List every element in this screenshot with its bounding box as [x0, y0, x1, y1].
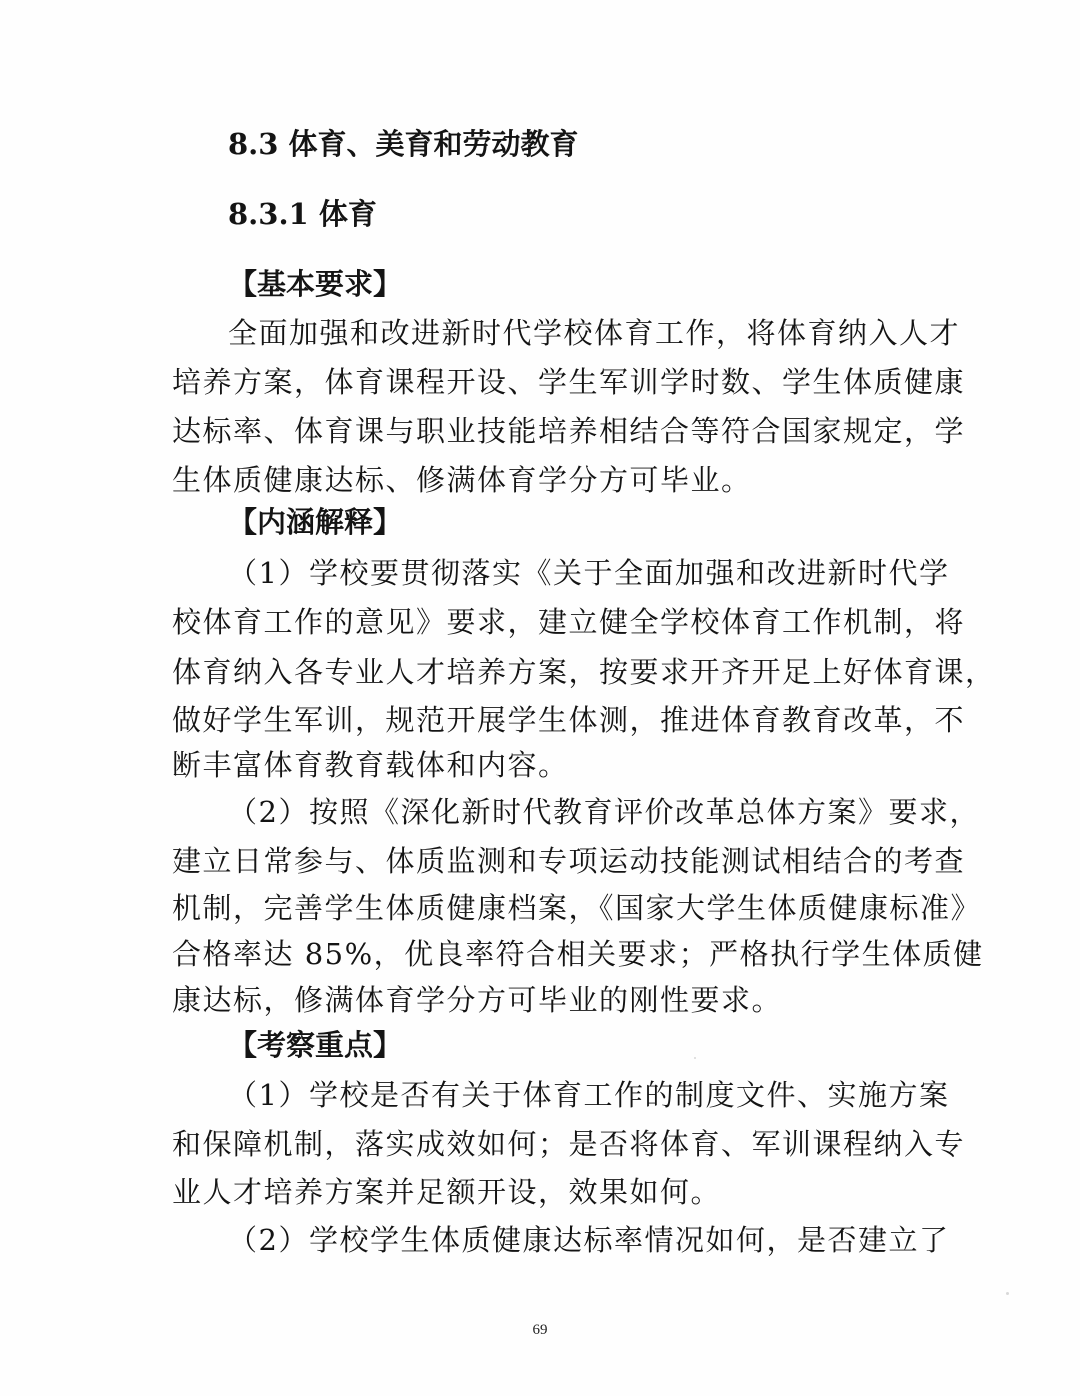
paragraph-line: 合格率达 85%，优良率符合相关要求；严格执行学生体质健 — [172, 937, 984, 971]
interpretation-label: 【内涵解释】 — [228, 505, 403, 539]
scan-speck — [1006, 1292, 1009, 1295]
section-heading: 8.3 体育、美育和劳动教育 — [228, 127, 579, 161]
paragraph-line: 达标率、体育课与职业技能培养相结合等符合国家规定，学 — [172, 414, 966, 448]
key-points-label: 【考察重点】 — [228, 1028, 403, 1062]
paragraph-line: 机制，完善学生体质健康档案，《国家大学生体质健康标准》 — [172, 891, 982, 925]
paragraph-line: 全面加强和改进新时代学校体育工作，将体育纳入人才 — [228, 316, 961, 350]
paragraph-line: 校体育工作的意见》要求，建立健全学校体育工作机制，将 — [172, 605, 966, 639]
paragraph-line: 断丰富体育教育载体和内容。 — [172, 748, 569, 782]
basic-requirements-label: 【基本要求】 — [228, 267, 403, 301]
subsection-heading: 8.3.1 体育 — [228, 197, 377, 231]
paragraph-line: 培养方案，体育课程开设、学生军训学时数、学生体质健康 — [172, 365, 966, 399]
paragraph-line: 和保障机制，落实成效如何；是否将体育、军训课程纳入专 — [172, 1127, 966, 1161]
paragraph-line: 做好学生军训，规范开展学生体测，推进体育教育改革，不 — [172, 703, 966, 737]
paragraph-line: 康达标，修满体育学分方可毕业的刚性要求。 — [172, 983, 783, 1017]
scan-speck — [694, 1057, 696, 1059]
page-number: 69 — [532, 1322, 548, 1338]
paragraph-line: （1）学校要贯彻落实《关于全面加强和改进新时代学 — [228, 556, 950, 590]
paragraph-line: （2）学校学生体质健康达标率情况如何，是否建立了 — [228, 1223, 950, 1257]
paragraph-line: （1）学校是否有关于体育工作的制度文件、实施方案 — [228, 1078, 950, 1112]
paragraph-line: 生体质健康达标、修满体育学分方可毕业。 — [172, 463, 752, 497]
paragraph-line: 体育纳入各专业人才培养方案，按要求开齐开足上好体育课， — [172, 655, 996, 689]
paragraph-line: 建立日常参与、体质监测和专项运动技能测试相结合的考查 — [172, 844, 966, 878]
paragraph-line: （2）按照《深化新时代教育评价改革总体方案》要求， — [228, 795, 980, 829]
paragraph-line: 业人才培养方案并足额开设，效果如何。 — [172, 1175, 722, 1209]
